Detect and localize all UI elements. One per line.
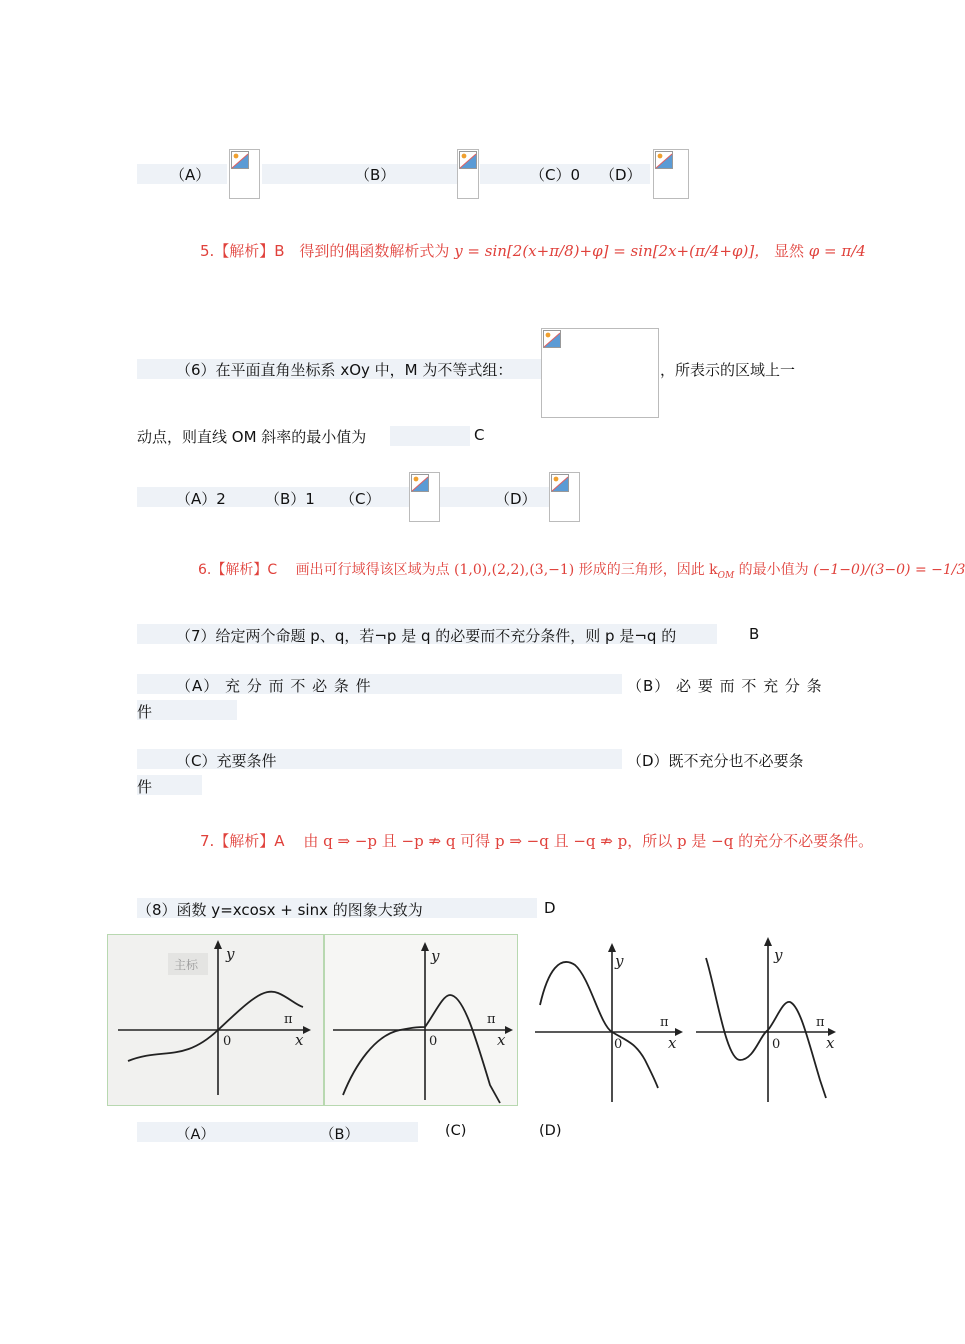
q6-answer: C	[474, 426, 485, 444]
q8-option-d: (D)	[539, 1123, 562, 1139]
q5-option-d: （D）	[600, 166, 642, 184]
explanation-text: 得到的偶函数解析式为	[299, 242, 450, 260]
explanation-text: 画出可行域得该区域为点 (1,0),(2,2),(3,−1) 形成的三角形，因此 k	[295, 562, 718, 578]
q7-option-b: （B） 必 要 而 不 充 分 条	[627, 677, 823, 695]
highlight-bar	[390, 426, 470, 446]
explanation-tag: 7.【解析】A	[200, 832, 285, 850]
curve	[706, 958, 826, 1098]
q6-option-c: （C）	[340, 490, 381, 508]
q6-option-b: （B）1	[265, 490, 315, 508]
q5-option-a: （A）	[170, 166, 211, 184]
explanation-text: 由 q ⇒ −p 且 −p ⇏ q 可得 p ⇒ −q 且 −q ⇏ p，所以 p 是 −q 的充分不必要条件。	[303, 832, 874, 850]
broken-image-icon	[541, 328, 659, 418]
explanation-tag: 5.【解析】B	[200, 242, 285, 260]
origin-label: 0	[429, 1034, 438, 1049]
q6-stem-line2: 动点，则直线 OM 斜率的最小值为	[137, 428, 367, 446]
axis-y-label: y	[615, 952, 624, 970]
axis-x-label: x	[826, 1034, 835, 1052]
explanation-text: 显然	[773, 242, 804, 260]
axis-x-label: x	[295, 1031, 304, 1049]
q6-explanation	[198, 559, 965, 581]
graph-a	[107, 934, 324, 1106]
q7-option-d-tail: 件	[137, 778, 153, 796]
pi-label: π	[660, 1015, 669, 1030]
q8-option-b: （B）	[320, 1127, 359, 1143]
explanation-text: 的最小值为	[734, 562, 814, 578]
explanation-formula: y = sin[2(x+π/8)+φ] = sin[2x+(π/4+φ)]，	[454, 242, 770, 260]
q6-option-d: （D）	[495, 490, 537, 508]
explanation-subscript: OM	[717, 570, 735, 581]
curve	[540, 962, 658, 1088]
q5-explanation	[200, 240, 866, 261]
broken-image-icon	[653, 149, 689, 199]
q7-option-b-tail: 件	[137, 703, 153, 721]
graph-b	[324, 934, 518, 1106]
q8-option-a: （A）	[176, 1127, 215, 1143]
curve	[128, 992, 303, 1061]
q8-answer: D	[544, 899, 556, 917]
q5-option-c: （C）0	[530, 166, 581, 184]
broken-image-icon	[409, 472, 440, 522]
origin-label: 0	[772, 1037, 781, 1052]
q7-answer: B	[749, 625, 760, 643]
explanation-formula: φ = π/4	[808, 242, 866, 260]
pi-label: π	[284, 1012, 293, 1027]
q6-stem: （6）在平面直角坐标系 xOy 中，M 为不等式组：	[176, 361, 513, 379]
q5-option-b: （B）	[355, 166, 396, 184]
q7-option-c: （C）充要条件	[176, 752, 277, 770]
q6-option-a: （A）2	[176, 490, 226, 508]
explanation-tag: 6.【解析】C	[198, 562, 278, 578]
q8-option-c: (C)	[445, 1123, 467, 1139]
origin-label: 0	[614, 1037, 623, 1052]
graph-d	[688, 930, 848, 1108]
explanation-formula: (−1−0)/(3−0) = −1/3	[813, 562, 965, 578]
q7-option-d: （D）既不充分也不必要条	[627, 752, 804, 770]
axis-y-label: y	[226, 945, 235, 963]
axis-x-label: x	[668, 1034, 677, 1052]
axis-y-label: y	[774, 946, 783, 964]
q6-stem-continued: ，所表示的区域上一	[660, 361, 796, 379]
pi-label: π	[487, 1012, 496, 1027]
broken-image-icon	[229, 149, 260, 199]
axis-x-label: x	[497, 1031, 506, 1049]
axis-y-label: y	[431, 947, 440, 965]
graph-tag: 主标	[174, 958, 199, 972]
graph-c	[520, 930, 685, 1108]
broken-image-icon	[549, 472, 580, 522]
q8-stem: （8）函数 y=xcosx + sinx 的图象大致为	[137, 901, 423, 919]
highlight-bar	[137, 1122, 313, 1142]
q7-explanation	[200, 830, 873, 851]
curve	[343, 995, 500, 1103]
q7-option-a: （A） 充 分 而 不 必 条 件	[176, 677, 372, 695]
q7-stem: （7）给定两个命题 p、q，若¬p 是 q 的必要而不充分条件，则 p 是¬q 的	[176, 627, 677, 645]
pi-label: π	[816, 1015, 825, 1030]
broken-image-icon	[457, 149, 479, 199]
origin-label: 0	[223, 1034, 232, 1049]
